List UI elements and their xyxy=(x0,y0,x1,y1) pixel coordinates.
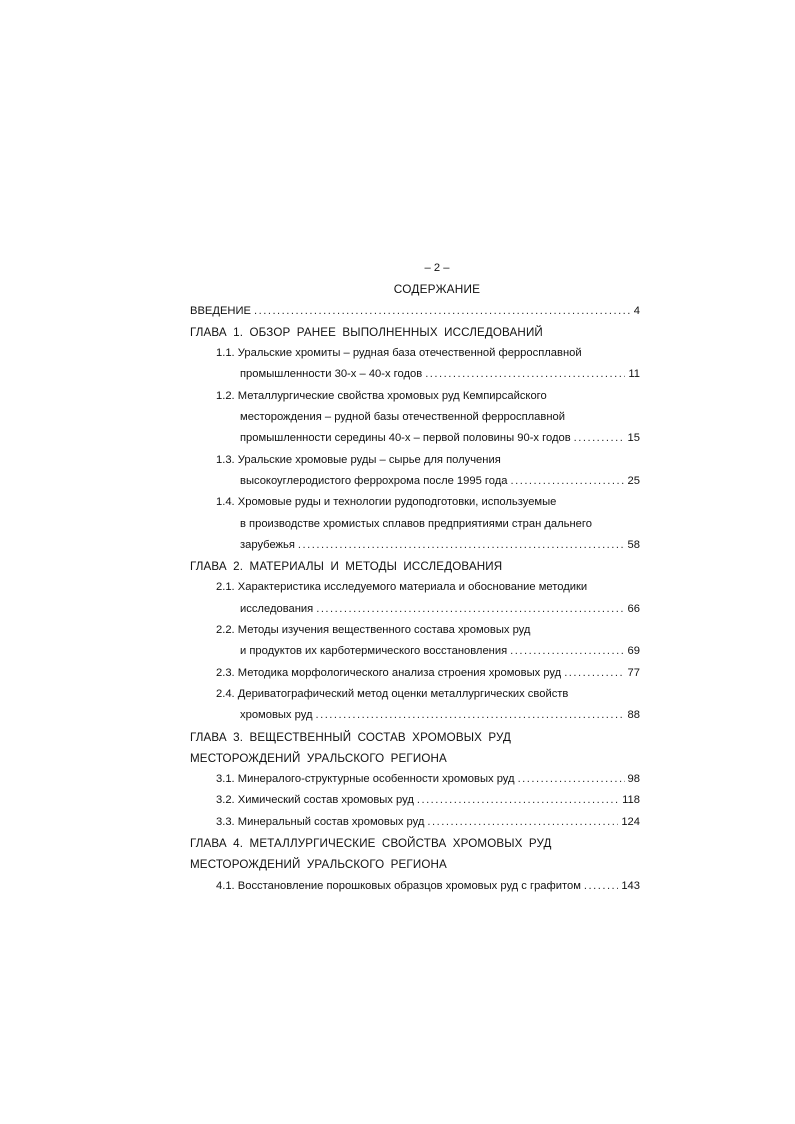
toc-entry-page: 124 xyxy=(621,815,640,828)
leader-dots xyxy=(511,471,625,492)
toc-entry-line: в производстве хромистых сплавов предприятиями стран дальнего xyxy=(240,517,592,530)
leader-dots xyxy=(518,769,625,790)
page-number: – 2 – xyxy=(424,262,450,274)
toc-entry-page: 98 xyxy=(627,773,640,786)
leader-dots xyxy=(298,535,625,556)
toc-entry-page: 58 xyxy=(627,538,640,551)
toc-page xyxy=(190,258,640,897)
leader-dots xyxy=(584,876,618,897)
toc-entry-label: 3.1. Минералого-структурные особенности хромовых руд xyxy=(216,773,515,786)
toc-entry-label: исследования xyxy=(240,602,314,615)
toc-entry-page: 11 xyxy=(628,368,640,381)
toc-entry-1-4 xyxy=(190,535,640,556)
chapter-2-title: ГЛАВА 2. МАТЕРИАЛЫ И МЕТОДЫ ИССЛЕДОВАНИЯ xyxy=(190,560,503,574)
toc-entry-3-1 xyxy=(190,769,640,790)
toc-entry-label: высокоуглеродистого феррохрома после 1995 года xyxy=(240,474,508,487)
toc-entry-label: 3.3. Минеральный состав хромовых руд xyxy=(216,815,425,828)
toc-entry-page: 118 xyxy=(622,794,640,807)
toc-entry-2-2 xyxy=(190,641,640,662)
toc-entry-line: 1.3. Уральские хромовые руды – сырье для получения xyxy=(216,453,501,466)
toc-entry-4-1 xyxy=(190,876,640,897)
toc-entry-label: зарубежья xyxy=(240,538,295,551)
toc-entry-label: промышленности середины 40-х – первой половины 90-х годов xyxy=(240,432,571,445)
toc-entry-label: 2.3. Методика морфологического анализа строения хромовых руд xyxy=(216,666,562,679)
toc-entry-line: 1.1. Уральские хромиты – рудная база отечественной ферросплавной xyxy=(216,347,582,360)
toc-entry-label: и продуктов их карботермического восстановления xyxy=(240,645,508,658)
toc-entry-2-3 xyxy=(190,663,640,684)
leader-dots xyxy=(564,663,624,684)
toc-entry-line: 1.4. Хромовые руды и технологии рудоподготовки, используемые xyxy=(216,496,557,509)
toc-entry-page: 77 xyxy=(627,666,640,679)
toc-entry-3-2 xyxy=(190,790,640,811)
chapter-4-title: ГЛАВА 4. МЕТАЛЛУРГИЧЕСКИЕ СВОЙСТВА ХРОМОВЫХ РУД xyxy=(190,837,552,851)
chapter-3-title: ГЛАВА 3. ВЕЩЕСТВЕННЫЙ СОСТАВ ХРОМОВЫХ РУД xyxy=(190,730,512,744)
toc-entry-page: 15 xyxy=(627,432,640,445)
leader-dots xyxy=(417,790,619,811)
leader-dots xyxy=(316,599,624,620)
toc-entry-page: 4 xyxy=(633,304,640,317)
toc-entry-intro xyxy=(190,301,640,322)
leader-dots xyxy=(574,428,625,449)
toc-entry-label: ВВЕДЕНИЕ xyxy=(190,304,252,317)
leader-dots xyxy=(425,364,625,385)
toc-entry-page: 143 xyxy=(621,879,640,892)
leader-dots xyxy=(510,641,624,662)
toc-entry-label: 4.1. Восстановление порошковых образцов хромовых руд с графитом xyxy=(216,879,581,892)
toc-entry-label: промышленности 30-х – 40-х годов xyxy=(240,368,423,381)
toc-entry-page: 66 xyxy=(627,602,640,615)
page-title: СОДЕРЖАНИЕ xyxy=(393,282,481,297)
toc-entry-1-2 xyxy=(190,428,640,449)
toc-entry-page: 25 xyxy=(627,474,640,487)
leader-dots xyxy=(315,705,624,726)
toc-entry-line: 2.2. Методы изучения вещественного состава хромовых руд xyxy=(216,624,531,637)
toc-entry-line: 2.1. Характеристика исследуемого материала и обоснование методики xyxy=(216,581,588,594)
toc-entry-2-1 xyxy=(190,599,640,620)
toc-entry-line: 2.4. Дериватографический метод оценки металлургических свойств xyxy=(216,687,569,700)
chapter-1-title: ГЛАВА 1. ОБЗОР РАНЕЕ ВЫПОЛНЕННЫХ ИССЛЕДОВАНИЙ xyxy=(190,325,543,339)
toc-entry-3-3 xyxy=(190,812,640,833)
toc-entry-line: месторождения – рудной базы отечественной ферросплавной xyxy=(240,411,565,424)
toc-entry-page: 88 xyxy=(627,709,640,722)
toc-entry-line: 1.2. Металлургические свойства хромовых руд Кемпирсайского xyxy=(216,389,547,402)
chapter-3-title-cont: МЕСТОРОЖДЕНИЙ УРАЛЬСКОГО РЕГИОНА xyxy=(190,751,447,765)
chapter-4-title-cont: МЕСТОРОЖДЕНИЙ УРАЛЬСКОГО РЕГИОНА xyxy=(190,858,447,872)
toc-entry-1-3 xyxy=(190,471,640,492)
toc-entry-1-1 xyxy=(190,364,640,385)
toc-entry-page: 69 xyxy=(627,645,640,658)
toc-entry-label: 3.2. Химический состав хромовых руд xyxy=(216,794,414,807)
leader-dots xyxy=(427,812,618,833)
toc-entry-2-4 xyxy=(190,705,640,726)
toc-entry-label: хромовых руд xyxy=(240,709,313,722)
leader-dots xyxy=(254,301,631,322)
